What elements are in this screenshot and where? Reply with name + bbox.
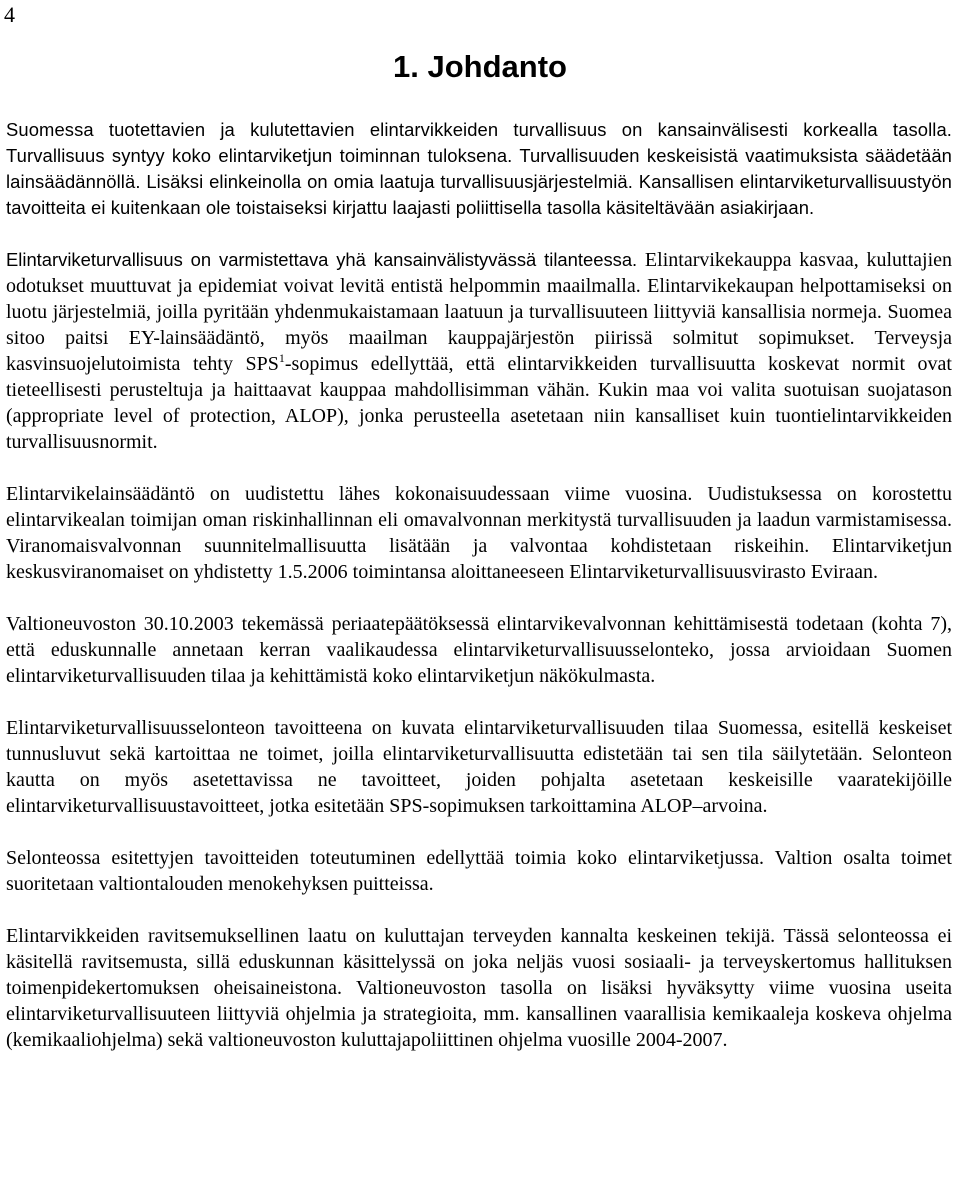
- page-number: 4: [4, 2, 15, 27]
- paragraph-3: Elintarvikelainsäädäntö on uudistettu lähes kokonaisuudessaan viime vuosina. Uudistuksessa on korostettu elintarvikealan toimijan oman riskinhallinnan eli omavalvonnan merkitystä turvallisuuden ja laadun varmistamisessa. Viranomaisvalvonnan suunnitelmallisuutta lisätään ja valvontaa kohdistetaan riskeihin. Elintarviketjun keskusviranomaiset on yhdistetty 1.5.2006 toimintansa aloittaneeseen Elintarviketurvallisuusvirasto Eviraan.: [6, 483, 952, 583]
- paragraph-1: Suomessa tuotettavien ja kulutettavien elintarvikkeiden turvallisuus on kansainvälisesti korkealla tasolla. Turvallisuus syntyy koko elintarviketjun toiminnan tuloksena. Turvallisuuden keskeisistä vaatimuksista säädetään lainsäädännöllä. Lisäksi elinkeinolla on omia laatuja turvallisuusjärjestelmiä. Kansallisen elintarviketurvallisuustyön tavoitteita ei kuitenkaan ole toistaiseksi kirjattu laajasti poliittisella tasolla käsiteltävään asiakirjaan.: [6, 119, 952, 218]
- document-body: [6, 117, 952, 1079]
- chapter-title: 1. Johdanto: [393, 49, 567, 84]
- paragraph-7: Elintarvikkeiden ravitsemuksellinen laatu on kuluttajan terveyden kannalta keskeinen tekijä. Tässä selonteossa ei käsitellä ravitsemusta, sillä eduskunnan käsittelyssä on joka neljäs vuosi sosiaali- ja terveyskertomus hallituksen toimenpidekertomuksen oheisaineistona. Valtioneuvoston tasolla on lisäksi hyväksytty viime vuosina useita elintarviketurvallisuuteen liittyviä ohjelmia ja strategioita, mm. kansallinen vaarallisia kemikaaleja koskeva ohjelma (kemikaaliohjelma) sekä valtioneuvoston kuluttajapoliittinen ohjelma vuosille 2004-2007.: [6, 925, 952, 1051]
- paragraph-2-text-b: -sopimus edellyttää, että elintarvikkeiden turvallisuutta koskevat normit ovat tieteellisesti perusteltuja ja haittaavat kauppaa mahdollisimman vähän. Kukin maa voi valita suotuisan suojatason (appropriate level of protection, ALOP), jonka perusteella asetetaan niin kansalliset kuin tuontielintarvikkeiden turvallisuusnormit.: [6, 353, 952, 453]
- paragraph-6: Selonteossa esitettyjen tavoitteiden toteutuminen edellyttää toimia koko elintarviketjussa. Valtion osalta toimet suoritetaan valtiontalouden menokehyksen puitteissa.: [6, 847, 952, 895]
- paragraph-2: [6, 247, 952, 455]
- paragraph-2-lead: Elintarviketurvallisuus on varmistettava yhä kansainvälistyvässä tilanteessa.: [6, 249, 638, 270]
- paragraph-5: Elintarviketurvallisuusselonteon tavoitteena on kuvata elintarviketurvallisuuden tilaa Suomessa, esitellä keskeiset tunnusluvut sekä kartoittaa ne toimet, joilla elintarviketurvallisuutta edistetään tai sen tila säilytetään. Selonteon kautta on myös asetettavissa ne tavoitteet, joiden pohjalta asetetaan keskeisille vaaratekijöille elintarviketurvallisuustavoitteet, jotka esitetään SPS-sopimuksen tarkoittamina ALOP–arvoina.: [6, 717, 952, 817]
- paragraph-2-text-a: Elintarvikekauppa kasvaa, kuluttajien odotukset muuttuvat ja epidemiat voivat levitä entistä helpommin maailmalla. Elintarvikekaupan helpottamiseksi on luotu järjestelmiä, joilla pyritään yhdenmukaistamaan laatuun ja turvallisuuteen liittyviä kansallisia normeja. Suomea sitoo paitsi EY-lainsäädäntö, myös maailman kauppajärjestön piirissä solmitut sopimukset. Terveysja kasvinsuojelutoimista tehty SPS: [6, 249, 953, 375]
- paragraph-4: Valtioneuvoston 30.10.2003 tekemässä periaatepäätöksessä elintarvikevalvonnan kehittämisestä todetaan (kohta 7), että eduskunnalle annetaan kerran vaalikaudessa elintarviketurvallisuusselonteko, jossa arvioidaan Suomen elintarviketurvallisuuden tilaa ja kehittämistä koko elintarviketjun näkökulmasta.: [6, 613, 952, 687]
- footnote-mark: 1: [278, 351, 285, 365]
